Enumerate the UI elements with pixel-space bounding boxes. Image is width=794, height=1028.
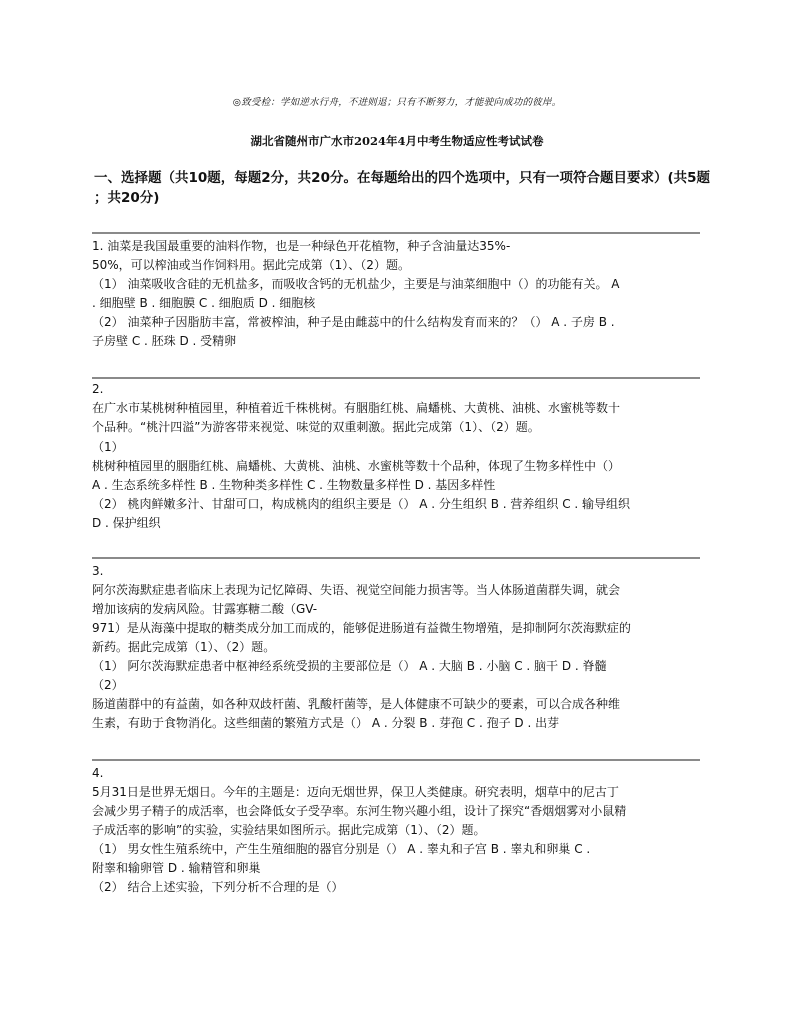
question-divider — [92, 557, 700, 559]
question-line: 50%，可以榨油或当作饲料用。据此完成第（1）、（2）题。 — [92, 258, 410, 272]
question-line: 1. 油菜是我国最重要的油料作物，也是一种绿色开花植物，种子含油量达35%- — [92, 239, 511, 253]
question-line: 2. — [92, 382, 104, 396]
question-line: D . 保护组织 — [92, 516, 161, 531]
question-line: 增加该病的发病风险。甘露寡糖二酸（GV- — [92, 602, 318, 616]
question-line: 生素，有助于食物消化。这些细菌的繁殖方式是（） A . 分裂 B . 芽孢 C . 孢子 D . 出芽 — [92, 716, 560, 730]
question-line: 971）是从海藻中提取的糖类成分加工而成的，能够促进肠道有益微生物增殖，是抑制阿尔茨海默症的 — [92, 621, 631, 635]
question-line: 阿尔茨海默症患者临床上表现为记忆障碍、失语、视觉空间能力损害等。当人体肠道菌群失调，就会 — [92, 583, 621, 597]
motto-text: ◎致受检：学如逆水行舟，不进则退；只有不断努力，才能驶向成功的彼岸。 — [232, 97, 562, 108]
question-line: （1） 油菜吸收含硅的无机盐多，而吸收含钙的无机盐少，主要是与油菜细胞中（）的功能有关。 A — [92, 277, 620, 291]
question-4 — [92, 764, 704, 897]
question-3 — [92, 562, 704, 733]
question-line: 会减少男子精子的成活率，也会降低女子受孕率。东河生物兴趣小组，设计了探究“香烟烟雾对小鼠精 — [92, 804, 627, 818]
section-heading-line: ；共20分) — [94, 190, 160, 206]
question-line: 5月31日是世界无烟日。今年的主题是：迈向无烟世界，保卫人类健康。研究表明，烟草中的尼古丁 — [92, 785, 619, 799]
question-line: 3. — [92, 564, 104, 578]
question-2 — [92, 380, 704, 534]
question-line: 桃树种植园里的胭脂红桃、扁蟠桃、大黄桃、油桃、水蜜桃等数十个品种，体现了生物多样性中（） — [92, 458, 621, 473]
question-line: （1） 男女性生殖系统中，产生生殖细胞的器官分别是（） A . 睾丸和子宫 B . 睾丸和卵巢 C . — [92, 842, 591, 856]
question-line: 子房壁 C . 胚珠 D . 受精卵 — [92, 334, 237, 348]
question-1 — [92, 237, 704, 351]
question-line: 在广水市某桃树种植园里，种植着近千株桃树。有胭脂红桃、扁蟠桃、大黄桃、油桃、水蜜桃等数十 — [92, 401, 621, 416]
question-line: （1） — [92, 439, 124, 454]
question-line: 新药。据此完成第（1）、（2）题。 — [92, 640, 276, 654]
question-divider — [92, 232, 700, 234]
question-line: 4. — [92, 766, 104, 780]
question-line: （1） 阿尔茨海默症患者中枢神经系统受损的主要部位是（） A . 大脑 B . 小脑 C . 脑干 D . 脊髓 — [92, 659, 607, 673]
question-line: （2） — [92, 678, 124, 692]
section-heading-line: 一、选择题（共10题，每题2分，共20分。在每题给出的四个选项中，只有一项符合题目要求）(共5题 — [94, 170, 711, 186]
section-heading — [94, 168, 714, 208]
question-line: （2） 油菜种子因脂肪丰富，常被榨油，种子是由雌蕊中的什么结构发育而来的？（） A . 子房 B . — [92, 315, 615, 329]
question-line: 子成活率的影响”的实验，实验结果如图所示。据此完成第（1）、（2）题。 — [92, 823, 486, 837]
question-line: （2） 结合上述实验，下列分析不合理的是（） — [92, 880, 344, 894]
question-line: 个品种。“桃汁四溢”为游客带来视觉、味觉的双重刺激。据此完成第（1）、（2）题。 — [92, 420, 540, 435]
exam-title: 湖北省随州市广水市2024年4月中考生物适应性考试试卷 — [250, 134, 544, 148]
question-line: （2） 桃肉鲜嫩多汁、甘甜可口，构成桃肉的组织主要是（） A . 分生组织 B . 营养组织 C . 输导组织 — [92, 497, 631, 512]
question-divider — [92, 759, 700, 761]
question-divider — [92, 377, 700, 379]
question-line: A . 生态系统多样性 B . 生物种类多样性 C . 生物数量多样性 D . 基因多样性 — [92, 477, 496, 492]
question-line: 附睾和输卵管 D . 输精管和卵巢 — [92, 861, 261, 875]
question-line: . 细胞壁 B . 细胞膜 C . 细胞质 D . 细胞核 — [92, 296, 316, 310]
question-line: 肠道菌群中的有益菌，如各种双歧杆菌、乳酸杆菌等，是人体健康不可缺少的要素，可以合成各种维 — [92, 697, 621, 711]
